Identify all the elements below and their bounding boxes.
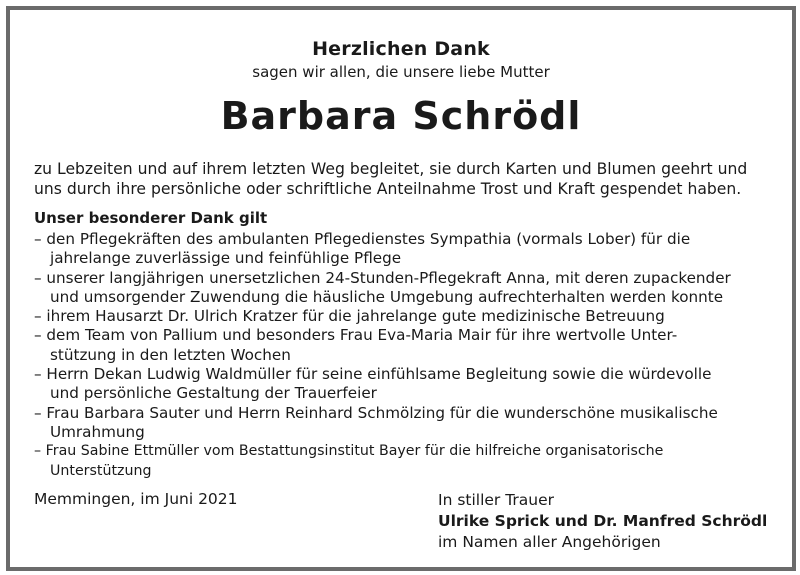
list-item-line: – den Pflegekräften des ambulanten Pflegedienstes Sympathia (vormals Lober) für die (34, 230, 691, 248)
thanks-title: Herzlichen Dank (312, 38, 490, 60)
list-item-line: – dem Team von Pallium und besonders Frau Eva-Maria Mair für ihre wertvolle Unter- (34, 326, 678, 345)
list-item (34, 269, 782, 308)
intro-line: zu Lebzeiten und auf ihrem letzten Weg begleitet, sie durch Karten und Blumen geehrt und (34, 160, 748, 178)
mourning-line: In stiller Trauer (438, 491, 555, 509)
thanks-list (34, 230, 782, 481)
list-item (34, 404, 782, 443)
place-date: Memmingen, im Juni 2021 (34, 490, 238, 508)
list-item-continuation: Umrahmung (50, 422, 145, 441)
list-item (34, 442, 782, 481)
list-item-line: – Frau Barbara Sauter und Herrn Reinhard Schmölzing für die wunderschöne musikalische (34, 403, 718, 422)
signature-block (438, 490, 767, 553)
list-item (34, 230, 782, 269)
deceased-name: Barbara Schrödl (220, 94, 582, 138)
list-item-continuation: Unterstützung (50, 462, 152, 479)
list-item-line: – Frau Sabine Ettmüller vom Bestattungsinstitut Bayer für die hilfreiche organisatorische (34, 443, 664, 460)
relatives-line: im Namen aller Angehörigen (438, 533, 661, 551)
intro-line: uns durch ihre persönliche oder schriftliche Anteilnahme Trost und Kraft gespendet haben. (34, 180, 742, 198)
list-item-continuation: und umsorgender Zuwendung die häusliche Umgebung aufrechterhalten werden konnte (50, 287, 724, 306)
list-item-line: – ihrem Hausarzt Dr. Ulrich Kratzer für die jahrelange gute medizinische Betreuung (34, 307, 665, 326)
special-thanks-heading: Unser besonderer Dank gilt (34, 209, 268, 227)
list-item-line: – Herrn Dekan Ludwig Waldmüller für seine einfühlsame Begleitung sowie die würdevolle (34, 365, 712, 384)
list-item-line: – unserer langjährigen unersetzlichen 24-Stunden-Pflegekraft Anna, mit deren zupackender (34, 268, 731, 287)
obituary-content (10, 10, 792, 567)
bereaved-names: Ulrike Sprick und Dr. Manfred Schrödl (438, 512, 768, 530)
list-item-continuation: jahrelange zuverlässige und feinfühlige Pflege (50, 249, 402, 268)
list-item (34, 307, 782, 326)
thanks-subtitle: sagen wir allen, die unsere liebe Mutter (252, 63, 550, 81)
obituary-frame (6, 6, 796, 571)
list-item (34, 365, 782, 404)
intro-paragraph (34, 159, 772, 199)
list-item (34, 326, 782, 365)
list-item-continuation: stützung in den letzten Wochen (50, 345, 291, 364)
list-item-continuation: und persönliche Gestaltung der Trauerfeier (50, 384, 377, 403)
